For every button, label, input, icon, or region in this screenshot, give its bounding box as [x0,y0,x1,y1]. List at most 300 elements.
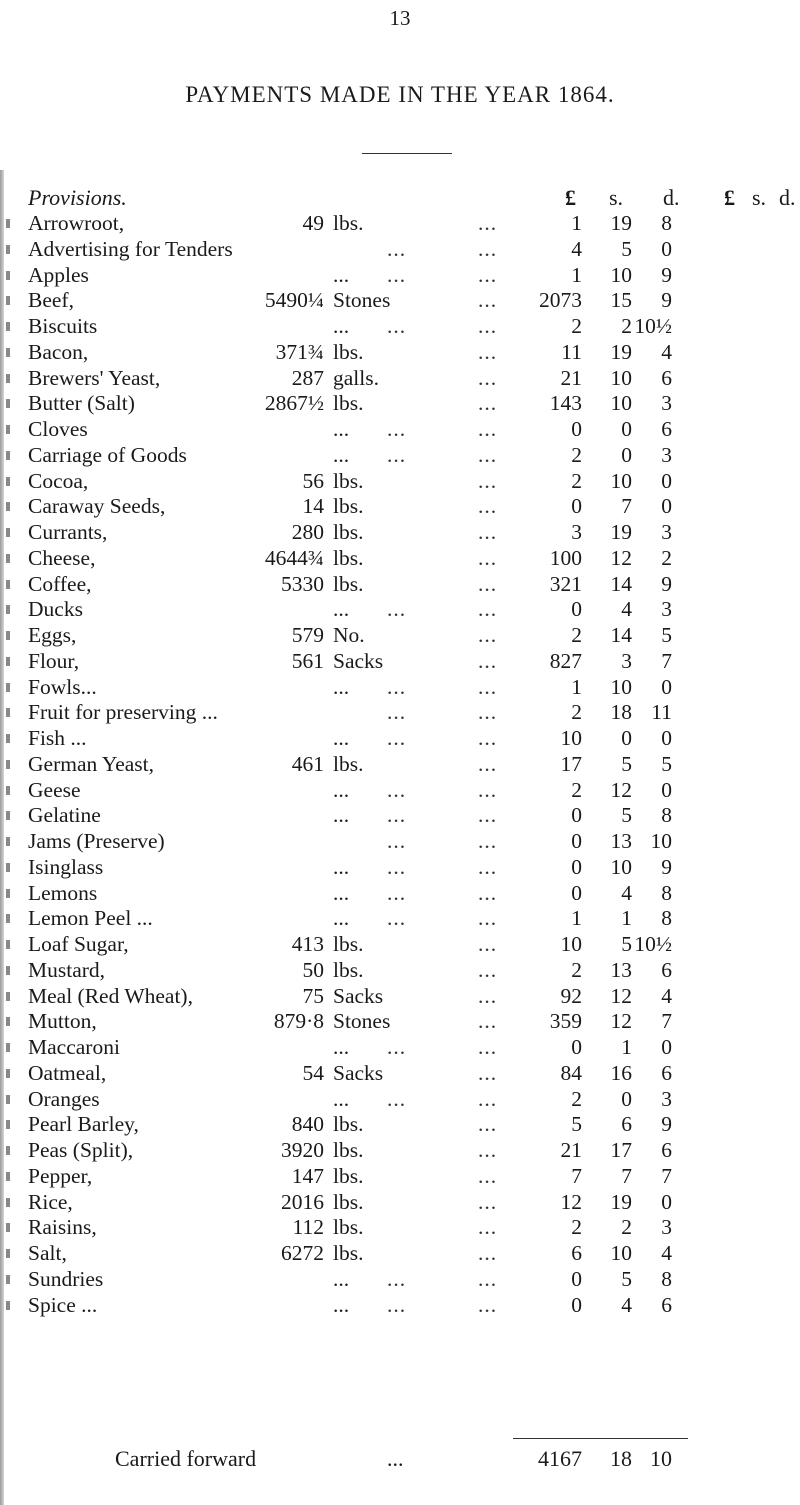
leader-dots: ... [478,365,498,390]
total-pence-column-header: d. [779,185,796,210]
item-name: Butter (Salt) [28,391,135,416]
item-unit: ... [333,854,350,879]
item-shillings: 4 [621,880,632,905]
item-pounds: 2 [571,1215,582,1240]
leader-dots: ... [478,314,498,338]
item-quantity: 371¾ [275,339,324,364]
item-name: Advertising for Tenders [28,236,233,261]
item-unit: lbs. [333,1215,364,1240]
leader-dots: ... [478,417,498,441]
table-row [0,1190,800,1216]
leader-dots: ... [478,932,498,956]
item-name: Loaf Sugar, [28,932,129,956]
item-pence: 0 [661,777,672,802]
item-unit: lbs. [333,1112,364,1137]
table-row [0,417,800,443]
leader-dots: ... [387,1266,407,1291]
item-shillings: 10 [610,365,632,390]
item-quantity: 879·8 [273,1009,324,1034]
leader-dots: ... [478,648,498,673]
leader-dots: ... [478,1009,498,1034]
table-row [0,1241,800,1267]
item-quantity: 561 [291,648,324,673]
carried-forward-pounds: 4167 [538,1446,582,1471]
item-pounds: 1 [571,906,582,931]
item-unit: ... [333,1086,350,1111]
table-row [0,520,800,546]
table-row [0,1009,800,1035]
item-unit: ... [333,726,350,750]
item-pounds: 2 [571,314,582,338]
table-row [0,881,800,907]
leader-dots: ... [387,803,407,828]
table-row [0,443,800,469]
item-pounds: 1 [571,262,582,287]
item-shillings: 2 [621,314,632,338]
margin-mark [6,605,10,614]
item-pounds: 0 [571,597,582,622]
item-pence: 8 [661,1266,672,1291]
item-shillings: 10 [610,674,632,699]
margin-mark [6,1249,10,1258]
leader-dots: ... [387,262,407,287]
leader-dots: ... [478,494,498,519]
item-unit: lbs. [333,1163,364,1188]
item-shillings: 10 [610,262,632,287]
item-name: Apples [28,262,89,287]
provisions-heading: Provisions. [28,185,127,210]
item-name: Gelatine [28,803,101,828]
margin-mark [6,992,10,1001]
item-name: Mutton, [28,1009,97,1034]
leader-dots: ... [478,236,498,261]
leader-dots: ... [478,339,498,364]
item-shillings: 12 [610,777,632,802]
leader-dots: ... [478,829,498,853]
table-row [0,803,800,829]
item-pounds: 21 [560,1138,582,1162]
item-unit: galls. [333,365,379,390]
item-unit: ... [333,417,350,441]
item-pounds: 2073 [539,288,582,313]
item-shillings: 5 [621,803,632,828]
item-unit: ... [333,906,350,931]
margin-mark [6,219,10,228]
margin-mark [6,708,10,717]
item-pounds: 3 [571,520,582,544]
margin-mark [6,1275,10,1284]
item-pounds: 0 [571,1035,582,1059]
item-pence: 0 [661,236,672,261]
leader-dots: ... [478,1060,498,1085]
item-pence: 5 [661,751,672,776]
item-shillings: 17 [610,1138,632,1162]
leader-dots: ... [478,468,498,493]
carried-forward-label: Carried forward [115,1446,257,1471]
leader-dots: ... [478,906,498,931]
item-shillings: 1 [621,906,632,931]
item-name: Maccaroni [28,1035,120,1059]
item-name: Bacon, [28,339,89,364]
item-unit: ... [333,803,350,828]
item-unit: lbs. [333,932,364,956]
item-shillings: 7 [621,494,632,519]
leader-dots: ... [387,674,407,699]
item-unit: Sacks [333,983,384,1008]
shillings-column-header: s. [609,185,624,210]
leader-dots: ... [478,211,498,235]
leader-dots: ... [387,854,407,879]
margin-mark [6,374,10,383]
item-pounds: 0 [571,880,582,905]
item-quantity: 3920 [281,1138,324,1162]
margin-mark [6,914,10,923]
item-pounds: 2 [571,1086,582,1111]
table-row [0,314,800,340]
item-quantity: 579 [291,623,324,647]
item-pence: 0 [661,674,672,699]
leader-dots: ... [478,1241,498,1265]
item-pence: 6 [661,1138,672,1162]
item-quantity: 413 [291,932,324,956]
item-shillings: 19 [610,1189,632,1214]
leader-dots: ... [478,597,498,622]
table-row [0,1035,800,1061]
table-row [0,649,800,675]
item-pence: 0 [661,726,672,750]
carried-forward-leader: ... [387,1446,404,1471]
item-pounds: 0 [571,1266,582,1291]
item-pence: 2 [661,545,672,570]
margin-mark [6,1017,10,1026]
carried-forward-shillings: 18 [610,1446,632,1471]
item-name: Carriage of Goods [28,442,187,467]
table-row [0,263,800,289]
item-pounds: 2 [571,468,582,493]
item-quantity: 461 [291,751,324,776]
table-row [0,1293,800,1319]
item-pence: 7 [661,1163,672,1188]
table-row [0,1061,800,1087]
leader-dots: ... [387,442,407,467]
item-pounds: 359 [549,1009,582,1034]
item-name: Beef, [28,288,74,313]
margin-mark [6,837,10,846]
item-pence: 6 [661,417,672,441]
item-name: Flour, [28,648,80,673]
item-name: Fowls... [28,674,97,699]
leader-dots: ... [478,571,498,596]
item-pounds: 2 [571,777,582,802]
item-unit: lbs. [333,520,364,544]
item-pence: 0 [661,468,672,493]
item-pence: 9 [661,262,672,287]
item-pounds: 2 [571,957,582,982]
leader-dots: ... [478,520,498,544]
leader-dots: ... [387,597,407,622]
leader-dots: ... [387,906,407,931]
leader-dots: ... [387,417,407,441]
margin-mark [6,451,10,460]
margin-mark [6,580,10,589]
table-row [0,1087,800,1113]
item-name: Oranges [28,1086,100,1111]
item-pounds: 4 [571,236,582,261]
item-name: Brewers' Yeast, [28,365,161,390]
item-unit: lbs. [333,545,364,570]
leader-dots: ... [478,1163,498,1188]
item-pence: 3 [661,520,672,544]
margin-mark [6,271,10,280]
item-name: Ducks [28,597,83,622]
item-name: Meal (Red Wheat), [28,983,193,1008]
leader-dots: ... [478,1215,498,1240]
item-pence: 6 [661,1060,672,1085]
item-pence: 4 [661,1241,672,1265]
item-name: Cheese, [28,545,96,570]
item-pounds: 7 [571,1163,582,1188]
item-unit: ... [333,1292,350,1317]
margin-mark [6,528,10,537]
table-row [0,726,800,752]
item-quantity: 5330 [281,571,324,596]
item-shillings: 10 [610,468,632,493]
table-row [0,778,800,804]
item-pence: 3 [661,1086,672,1111]
item-pence: 6 [661,957,672,982]
item-pence: 0 [661,494,672,519]
item-name: Pepper, [28,1163,93,1188]
leader-dots: ... [387,777,407,802]
item-shillings: 14 [610,623,632,647]
margin-mark [6,1198,10,1207]
item-pounds: 0 [571,803,582,828]
item-quantity: 5490¼ [264,288,324,313]
item-name: Pearl Barley, [28,1112,139,1137]
leader-dots: ... [478,288,498,313]
leader-dots: ... [478,1035,498,1059]
total-pounds-column-header: £ [724,185,735,210]
item-shillings: 10 [610,854,632,879]
item-shillings: 16 [610,1060,632,1085]
margin-mark [6,399,10,408]
item-name: Lemon Peel ... [28,906,153,931]
item-unit: ... [333,880,350,905]
item-unit: ... [333,262,350,287]
pounds-column-header: £ [565,185,576,210]
item-shillings: 5 [621,932,632,956]
leader-dots: ... [387,1035,407,1059]
margin-mark [6,734,10,743]
item-pence: 10½ [634,314,672,338]
item-pence: 10 [650,829,672,853]
item-quantity: 75 [302,983,324,1008]
item-name: Jams (Preserve) [28,829,165,853]
item-quantity: 14 [302,494,324,519]
item-name: Spice ... [28,1292,98,1317]
item-unit: lbs. [333,571,364,596]
table-row [0,546,800,572]
item-pounds: 2 [571,700,582,725]
margin-mark [6,1069,10,1078]
item-unit: lbs. [333,1189,364,1214]
leader-dots: ... [478,726,498,750]
item-pounds: 17 [560,751,582,776]
item-name: Cloves [28,417,88,441]
leader-dots: ... [478,1266,498,1291]
item-pence: 7 [661,1009,672,1034]
item-pence: 9 [661,854,672,879]
margin-mark [6,631,10,640]
item-name: Raisins, [28,1215,97,1240]
item-name: Rice, [28,1189,73,1214]
item-name: Caraway Seeds, [28,494,166,519]
item-pence: 3 [661,1215,672,1240]
item-unit: lbs. [333,957,364,982]
item-unit: ... [333,777,350,802]
item-pounds: 10 [560,932,582,956]
item-shillings: 2 [621,1215,632,1240]
item-name: German Yeast, [28,751,154,776]
item-shillings: 0 [621,442,632,467]
item-unit: ... [333,1035,350,1059]
leader-dots: ... [387,314,407,338]
item-pounds: 321 [549,571,582,596]
item-pence: 7 [661,648,672,673]
item-shillings: 5 [621,751,632,776]
leader-dots: ... [478,854,498,879]
item-unit: lbs. [333,339,364,364]
item-name: Fish ... [28,726,87,750]
item-pence: 11 [651,700,672,725]
item-pounds: 2 [571,442,582,467]
item-shillings: 18 [610,700,632,725]
item-shillings: 10 [610,1241,632,1265]
table-row [0,623,800,649]
item-shillings: 4 [621,1292,632,1317]
item-pounds: 0 [571,1292,582,1317]
margin-mark [6,348,10,357]
item-unit: lbs. [333,1241,364,1265]
item-pence: 9 [661,288,672,313]
leader-dots: ... [478,442,498,467]
item-shillings: 5 [621,236,632,261]
item-shillings: 4 [621,597,632,622]
item-pounds: 0 [571,829,582,853]
item-pence: 8 [661,211,672,235]
leader-dots: ... [387,700,407,725]
item-pounds: 1 [571,674,582,699]
leader-dots: ... [478,1292,498,1317]
margin-mark [6,245,10,254]
item-name: Sundries [28,1266,104,1291]
leader-dots: ... [478,1138,498,1162]
item-shillings: 19 [610,339,632,364]
item-shillings: 14 [610,571,632,596]
table-row [0,700,800,726]
item-shillings: 12 [610,983,632,1008]
item-name: Isinglass [28,854,104,879]
item-shillings: 12 [610,1009,632,1034]
margin-mark [6,863,10,872]
table-row [0,597,800,623]
item-quantity: 50 [302,957,324,982]
item-pounds: 143 [549,391,582,416]
margin-mark [6,477,10,486]
margin-mark [6,760,10,769]
item-unit: lbs. [333,391,364,416]
item-shillings: 13 [610,829,632,853]
leader-dots: ... [478,262,498,287]
margin-mark [6,683,10,692]
leader-dots: ... [478,1086,498,1111]
leader-dots: ... [478,1112,498,1137]
item-pounds: 11 [561,339,582,364]
leader-dots: ... [478,751,498,776]
item-name: Cocoa, [28,468,89,493]
item-quantity: 4644¾ [264,545,324,570]
margin-mark [6,811,10,820]
item-name: Biscuits [28,314,98,338]
leader-dots: ... [387,829,407,853]
item-quantity: 2016 [281,1189,324,1214]
item-pence: 0 [661,1189,672,1214]
item-pence: 9 [661,571,672,596]
table-row [0,906,800,932]
item-pounds: 100 [549,545,582,570]
item-quantity: 840 [291,1112,324,1137]
item-pence: 6 [661,1292,672,1317]
item-unit: Sacks [333,648,384,673]
item-pence: 3 [661,597,672,622]
table-row [0,1164,800,1190]
item-pounds: 1 [571,211,582,235]
table-row [0,288,800,314]
item-pounds: 12 [560,1189,582,1214]
carried-forward-pence: 10 [650,1446,672,1471]
item-name: Geese [28,777,81,802]
margin-mark [6,1146,10,1155]
payments-table [0,211,800,1318]
table-row [0,1138,800,1164]
item-shillings: 7 [621,1163,632,1188]
margin-mark [6,1301,10,1310]
item-shillings: 1 [621,1035,632,1059]
leader-dots: ... [387,236,407,261]
item-shillings: 3 [621,648,632,673]
margin-mark [6,1172,10,1181]
total-rule [513,1438,688,1439]
item-unit: lbs. [333,211,364,235]
margin-mark [6,296,10,305]
item-shillings: 0 [621,1086,632,1111]
leader-dots: ... [478,803,498,828]
item-name: Coffee, [28,571,92,596]
item-shillings: 19 [610,520,632,544]
item-pence: 8 [661,906,672,931]
item-pence: 9 [661,1112,672,1137]
item-unit: Stones [333,288,391,313]
margin-mark [6,1095,10,1104]
item-shillings: 15 [610,288,632,313]
leader-dots: ... [478,880,498,905]
item-pounds: 6 [571,1241,582,1265]
table-row [0,932,800,958]
item-pence: 5 [661,623,672,647]
table-row [0,752,800,778]
table-row [0,675,800,701]
margin-mark [6,502,10,511]
